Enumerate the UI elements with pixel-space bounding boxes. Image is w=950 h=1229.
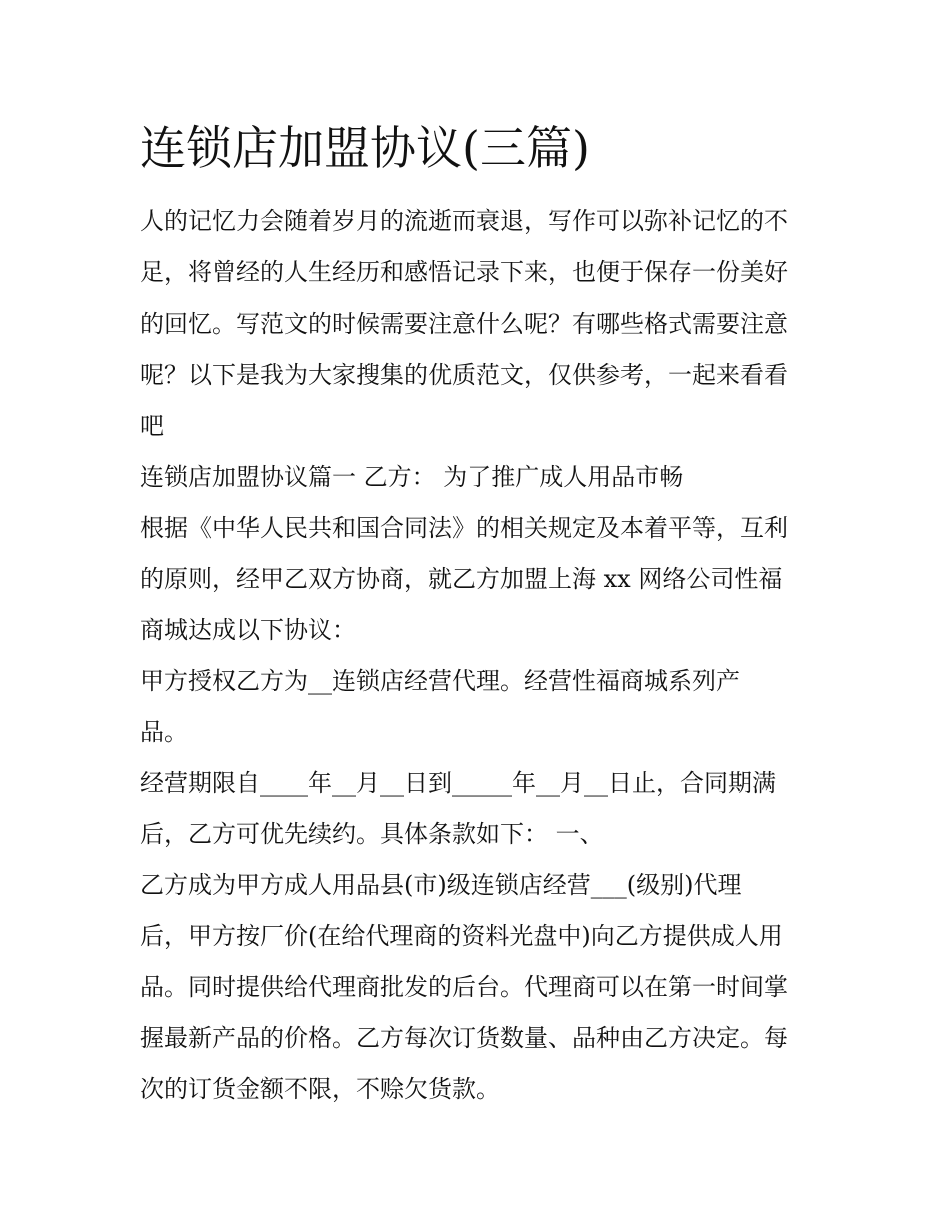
paragraph-line: 甲方授权乙方为__连锁店经营代理。经营性福商城系列产 (140, 667, 740, 695)
paragraph-line: 乙方成为甲方成人用品县(市)级连锁店经营___(级别)代理 (140, 871, 742, 899)
paragraph-line: 连锁店加盟协议篇一 乙方： 为了推广成人用品市畅 (140, 463, 684, 491)
paragraph-line: 人的记忆力会随着岁月的流逝而衰退，写作可以弥补记忆的不 (140, 207, 788, 235)
paragraph-line: 后，乙方可优先续约。具体条款如下： 一、 (140, 820, 604, 848)
paragraph-line: 商城达成以下协议： (140, 616, 356, 644)
paragraph-line: 次的订货金额不限，不赊欠货款。 (140, 1075, 500, 1103)
paragraph-line: 足，将曾经的人生经历和感悟记录下来，也便于保存一份美好 (140, 258, 788, 286)
paragraph-line: 品。同时提供给代理商批发的后台。代理商可以在第一时间掌 (140, 973, 788, 1001)
paragraph-line: 经营期限自____年__月__日到_____年__月__日止，合同期满 (140, 769, 776, 797)
paragraph-line: 呢？以下是我为大家搜集的优质范文，仅供参考，一起来看看 (140, 361, 788, 389)
paragraph-line: 握最新产品的价格。乙方每次订货数量、品种由乙方决定。每 (140, 1024, 788, 1052)
paragraph-line: 根据《中华人民共和国合同法》的相关规定及本着平等，互利 (140, 514, 788, 542)
paragraph-line: 后，甲方按厂价(在给代理商的资料光盘中)向乙方提供成人用 (140, 922, 783, 950)
paragraph-line: 品。 (140, 718, 188, 746)
paragraph-line: 的原则，经甲乙双方协商，就乙方加盟上海 xx 网络公司性福 (140, 565, 783, 593)
document-title: 连锁店加盟协议(三篇) (140, 121, 590, 175)
paragraph-line: 的回忆。写范文的时候需要注意什么呢？有哪些格式需要注意 (140, 310, 788, 338)
paragraph-line: 吧 (140, 412, 164, 440)
